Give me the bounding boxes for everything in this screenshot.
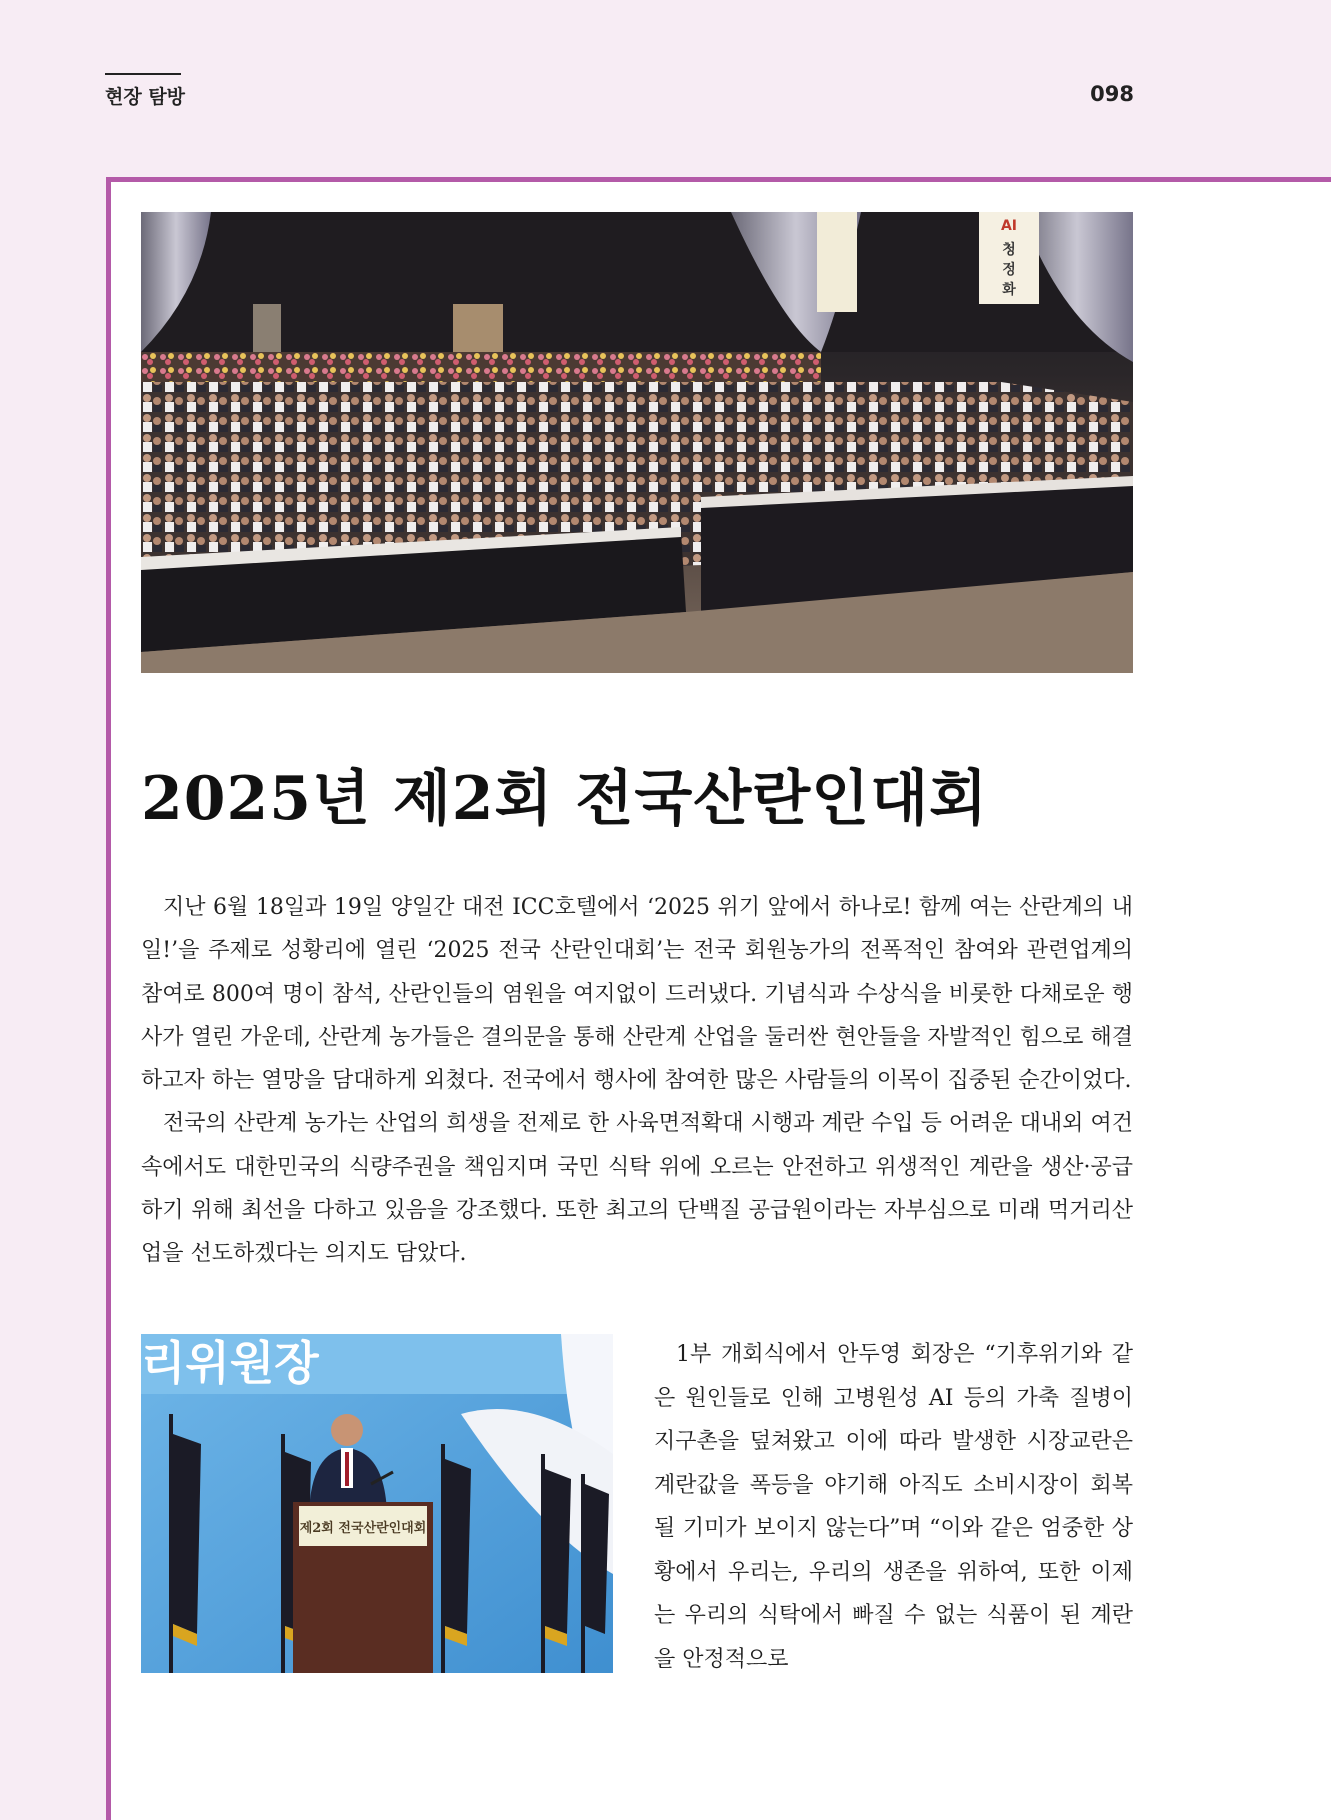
article-paragraph-3: 1부 개회식에서 안두영 회장은 “기후위기와 같은 원인들로 인해 고병원성 AI 등의 가축 질병이 지구촌을 덮쳐왔고 이에 따라 발생한 시장교란은 계란값을 폭등을 야기해 아직도 소비시장이 회복될 기미가 보이지 않는다”며 “이와 같은 엄중한 상황에서 우리는, 우리의 생존을 위하여, 또한 이제는 우리의 식탁에서 빠질 수 없는 식품이 된 계란을 안정적으로 — [654, 1342, 1133, 1672]
page-number: 098 — [1090, 82, 1134, 106]
conference-audience-photo — [141, 212, 1133, 673]
header-rule — [105, 73, 181, 75]
svg-text:AI: AI — [1000, 218, 1018, 234]
svg-text:제2회 전국산란인대회: 제2회 전국산란인대회 — [299, 1521, 427, 1536]
article-body — [141, 886, 1133, 1276]
svg-text:화: 화 — [1002, 282, 1016, 298]
section-label: 현장 탐방 — [105, 86, 186, 108]
svg-text:정: 정 — [1002, 262, 1016, 278]
article-paragraph-2: 전국의 산란계 농가는 산업의 희생을 전제로 한 사육면적확대 시행과 계란 수입 등 어려운 대내외 여건 속에서도 대한민국의 식량주권을 책임지며 국민 식탁 위에 오르는 안전하고 위생적인 계란을 생산·공급하기 위해 최선을 다하고 있음을 강조했다. 또한 최고의 단백질 공급원이라는 자부심으로 미래 먹거리산업을 선도하겠다는 의지도 담았다. — [141, 1111, 1133, 1267]
article-side-text — [654, 1333, 1133, 1681]
svg-text:리위원장: 리위원장 — [141, 1336, 319, 1390]
svg-text:청: 청 — [1002, 242, 1016, 258]
speaker-podium-photo — [141, 1334, 613, 1673]
article-paragraph-1: 지난 6월 18일과 19일 양일간 대전 ICC호텔에서 ‘2025 위기 앞에서 하나로! 함께 여는 산란계의 내일!’을 주제로 성황리에 열린 ‘2025 전국 산란인대회’는 전국 회원농가의 전폭적인 참여와 관련업계의 참여로 800여 명이 참석, 산란인들의 염원을 여지없이 드러냈다. 기념식과 수상식을 비롯한 다채로운 행사가 열린 가운데, 산란계 농가들은 결의문을 통해 산란계 산업을 둘러싼 현안들을 자발적인 힘으로 해결하고자 하는 열망을 담대하게 외쳤다. 전국에서 행사에 참여한 많은 사람들의 이목이 집중된 순간이었다. — [141, 895, 1133, 1094]
article-headline: 2025년 제2회 전국산란인대회 — [141, 764, 989, 835]
